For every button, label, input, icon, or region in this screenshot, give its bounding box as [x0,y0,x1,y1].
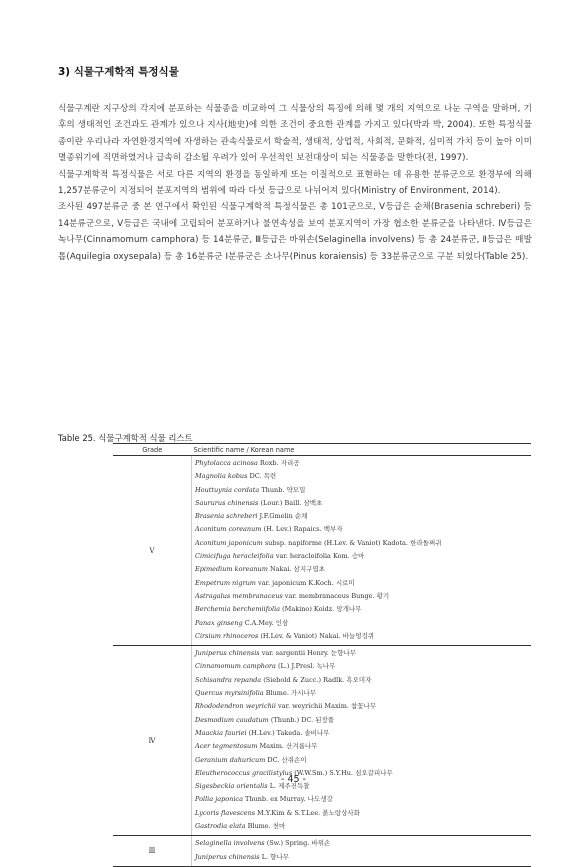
author-korean-name: DC. 목련 [249,472,277,481]
table-body [113,456,531,867]
species-entry [195,497,531,510]
header-scientific-name: Scientific name / Korean name [192,444,532,456]
species-entry [195,687,531,700]
page-number: - 45 - [281,774,306,785]
scientific-name: Brasenia schreberi [195,512,258,521]
author-korean-name: (H.Lev. & Vaniot) Nakai. 바늘엉겅퀴 [260,631,375,640]
author-korean-name: (W.W.Sm.) S.Y.Hu. 섬오갈피나무 [294,768,393,777]
scientific-name: Aconitum japonicum [195,538,263,547]
grade-cell: Ⅴ [113,456,192,646]
scientific-name: Geranium dahuricum [195,755,266,764]
scientific-name: Phytolacca acinosa [195,459,258,467]
table-header-row [113,444,531,456]
scientific-name: Juniperus chinensis [195,852,260,861]
species-entry [195,740,531,753]
author-korean-name: (H. Lev.) Rapaics. 백부자 [263,525,343,534]
scientific-name: Gastrodia elata [195,822,246,831]
author-korean-name: Thunb. ex Murray. 나도생강 [245,795,333,804]
author-korean-name: (Thunb.) DC. 된장풀 [270,715,335,724]
species-entry [195,851,531,864]
scientific-name: Rhododendron weyrichii [195,702,276,711]
scientific-name: Maackia fauriei [195,728,247,737]
species-entry [195,457,531,470]
species-entry [195,630,531,643]
author-korean-name: L. 제주진득찰 [269,782,310,791]
author-korean-name: (Sw.) Spring. 바위손 [266,839,331,848]
scientific-name: Cimicifuga heracleifolia [195,552,274,561]
grade-group-row [113,836,531,867]
scientific-name: Cinnamomum camphora [195,662,276,671]
species-entry [195,820,531,833]
species-entry [195,590,531,603]
scientific-name: Juniperus chinensis [195,649,260,658]
author-korean-name: var. japonicum K.Koch. 시로미 [258,578,355,587]
scientific-name: Empetrum nigrum [195,578,256,587]
author-korean-name: Maxim. 산겨릅나무 [259,742,318,751]
species-list-cell [192,836,532,867]
species-entry [195,537,531,550]
author-korean-name: J.F.Gmelin 순채 [259,512,308,521]
author-korean-name: (Siebold & Zucc.) Radlk. 흑오미자 [263,675,372,684]
species-entry [195,577,531,590]
scientific-name: Berchemia berchemiifolia [195,605,281,614]
author-korean-name: var. heracleifolia Kom. 승마 [275,552,365,561]
grade-group-row [113,646,531,836]
section-heading: 3) 식물구계학적 특정식물 [58,66,179,78]
species-list-cell [192,456,532,646]
author-korean-name: (Lour.) Baill. 삼백초 [260,498,323,507]
species-list-cell [192,646,532,836]
grade-cell: Ⅲ [113,836,192,867]
scientific-name: Epimedium koreanum [195,565,268,574]
scientific-name: Desmodium caudatum [195,715,269,724]
table-caption: Table 25. 식물구계학적 식물 리스트 [58,433,193,443]
species-table [113,443,531,867]
species-entry [195,603,531,616]
body-text [58,101,532,265]
author-korean-name: Blume. 가시나무 [265,689,317,698]
author-korean-name: DC. 산쥐손이 [267,755,307,764]
scientific-name: Acer tegmentosum [195,742,258,751]
author-korean-name: Nakai. 삼지구엽초 [269,565,325,574]
scientific-name: Aconitum coreanum [195,525,262,534]
scientific-name: Quercus myrsinifolia [195,689,264,698]
scientific-name: Houttuynia cordata [195,485,260,494]
species-entry [195,470,531,483]
author-korean-name: Thunb. 약모밀 [261,485,306,494]
species-entry [195,837,531,850]
paragraph-3: 조사된 497분류군 중 본 연구에서 확인된 식물구계학적 특정식물은 총 101군으로, Ⅴ등급은 순채(Brasenia schreberi) 등 14분류군으로, Ⅴ등급은 국내에 고립되어 분포하거나 불연속성을 보여 분포지역이 가장 협소한 분류군을 나타낸다. Ⅳ등급은 녹나무(Cinnamomum camphora) 등 14분류군, Ⅲ등급은 바위손(Selaginella involvens) 등 총 24분류군, Ⅱ등급은 매발톱(Aquilegia oxysepala) 등 총 16분류군 Ⅰ분류군은 소나무(Pinus koraiensis) 등 33분류군으로 구분 되었다(Table 25). [58,202,532,262]
scientific-name: Cirsium rhinoceros [195,631,259,640]
species-entry [195,754,531,767]
author-korean-name: Blume. 천마 [247,822,286,831]
scientific-name: Sigesbeckia orientalis [195,782,268,791]
author-korean-name: C.A.Mey. 인삼 [244,618,289,627]
scientific-name: Saururus chinensis [195,498,259,507]
grade-cell: Ⅳ [113,646,192,836]
species-entry [195,523,531,536]
scientific-name: Schisandra repanda [195,675,262,684]
scientific-name: Magnolia kobus [195,472,248,481]
paragraph-1: 식물구계란 지구상의 각지에 분포하는 식물종을 비교하여 그 식물상의 특징에 의해 몇 개의 지역으로 나눈 구역을 말하며, 기후의 생태적인 조건과도 관계가 있으나 지사(地史)에 의한 조건이 중요한 관계를 가지고 있다(박과 박, 2004). 또한 특정식물종이란 우리나라 자연환경지역에 자생하는 관속식물로서 학술적, 생태적, 상업적, 사회적, 문화적, 심미적 가치 등이 높아 이미 멸종위기에 직면하였거나 급속히 감소될 우려가 있어 우선적인 보전대상이 되는 식물종을 말한다(전, 1997). [58,104,532,164]
author-korean-name: var. sargentii Henry. 눈향나무 [261,649,357,658]
author-korean-name: subsp. napiforme (H.Lev. & Vaniot) Kadota. 한라돌쩌귀 [264,538,442,547]
author-korean-name: L. 향나무 [261,852,290,861]
grade-group-row [113,456,531,646]
species-entry [195,700,531,713]
species-entry [195,714,531,727]
author-korean-name: Roxb. 자리공 [259,459,300,467]
species-entry [195,727,531,740]
paragraph-2: 식물구계학적 특정식물은 서로 다른 지역의 환경을 동일하게 또는 이질적으로 표현하는 데 유용한 분류군으로 환경부에 의해 1,257분류군이 지정되어 분포지역의 범위에 따라 다섯 등급으로 나뉘어져 있다(Ministry of Environment, 2014). [58,169,532,197]
species-entry [195,550,531,563]
header-grade: Grade [113,444,192,456]
scientific-name: Pollia japonica [195,795,243,804]
species-entry [195,660,531,673]
author-korean-name: (H.Lev.) Takeda. 솔비나무 [248,728,330,737]
scientific-name: Selaginella involvens [195,839,265,848]
species-entry [195,563,531,576]
author-korean-name: (L.) J.Presl. 녹나무 [277,662,336,671]
species-entry [195,793,531,806]
species-entry [195,617,531,630]
scientific-name: Lycoris flavescens [195,808,256,817]
author-korean-name: var. membranaceus Bunge. 황기 [284,591,390,600]
author-korean-name: var. weyrichii Maxim. 참꽃나무 [278,702,377,711]
species-entry [195,674,531,687]
author-korean-name: M.Y.Kim & S.T.Lee. 붉노랑상사화 [257,808,360,817]
scientific-name: Astragalus membranaceus [195,591,283,600]
author-korean-name: (Makino) Koidz. 망개나무 [282,605,362,614]
scientific-name: Eleutherococcus gracilistylus [195,768,293,777]
species-entry [195,807,531,820]
species-entry [195,510,531,523]
species-entry [195,647,531,660]
scientific-name: Panax ginseng [195,618,243,627]
species-entry [195,484,531,497]
